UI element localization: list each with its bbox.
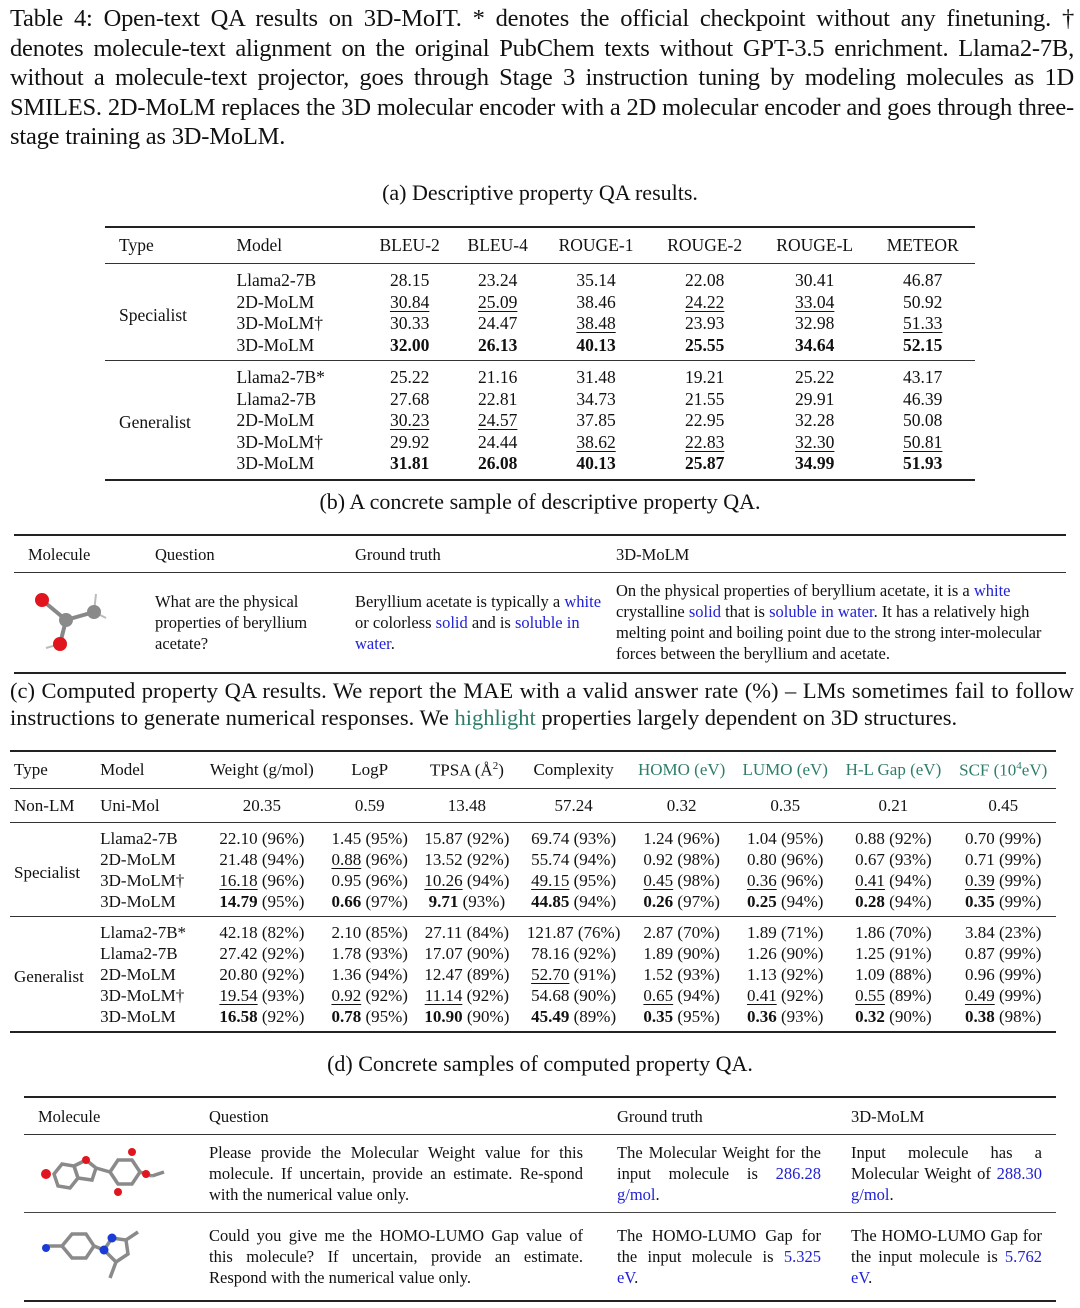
section-b-title: (b) A concrete sample of descriptive property QA. <box>319 489 761 514</box>
cell: 10.90 (90%) <box>424 1007 510 1026</box>
cell: 1.09 (88%) <box>855 965 932 984</box>
col-header: METEOR <box>886 235 959 255</box>
table-row <box>105 389 975 411</box>
cell: 9.71 (93%) <box>428 892 506 911</box>
cell: 23.93 <box>684 313 725 334</box>
model-name: 3D-MoLM† <box>100 871 185 890</box>
cell: 0.32 (90%) <box>855 1007 932 1026</box>
cell: 50.81 <box>903 431 943 452</box>
cell: 19.54 (93%) <box>219 986 305 1005</box>
cell: 78.16 (92%) <box>531 944 617 963</box>
cell: 1.36 (94%) <box>331 965 408 984</box>
molecule-cell <box>24 1135 208 1213</box>
cell: 0.78 (95%) <box>331 1007 408 1026</box>
cell: 0.65 (94%) <box>643 986 720 1005</box>
cell: 0.26 (97%) <box>643 892 720 911</box>
cell: 46.39 <box>903 388 943 409</box>
cell: 1.89 (90%) <box>643 944 720 963</box>
col-header: Complexity <box>533 760 614 779</box>
model-name: Llama2-7B* <box>100 923 187 942</box>
table-row <box>105 453 975 480</box>
cell: 22.95 <box>684 410 725 431</box>
cell: 22.08 <box>684 270 725 291</box>
cell: 44.85 (94%) <box>531 892 617 911</box>
col-header: 3D-MoLM <box>616 544 690 564</box>
model-name: Uni-Mol <box>100 796 160 815</box>
model-name: 2D-MoLM <box>100 850 176 869</box>
model-name: 2D-MoLM <box>236 291 315 312</box>
model-name: 3D-MoLM <box>100 892 176 911</box>
cell: 16.18 (96%) <box>219 871 305 890</box>
cell: 0.36 (93%) <box>746 1007 824 1026</box>
cell: 55.74 (94%) <box>531 850 617 869</box>
table-row <box>105 410 975 432</box>
cell: 1.52 (93%) <box>643 965 720 984</box>
cell: 0.92 (98%) <box>643 850 720 869</box>
model-name: 3D-MoLM <box>100 1007 176 1026</box>
col-header: BLEU-4 <box>467 235 528 255</box>
cell: 0.28 (94%) <box>855 892 932 911</box>
group-type: Specialist <box>14 862 81 882</box>
col-header: TPSA $(Å^2)$ <box>429 759 504 780</box>
cell: 14.79 (95%) <box>219 892 305 911</box>
cell: 26.13 <box>478 334 518 355</box>
cell: 21.55 <box>684 388 725 409</box>
cell: 121.87 (76%) <box>526 923 621 942</box>
cell: 11.14 (92%) <box>424 986 510 1005</box>
cell: 24.44 <box>478 431 518 452</box>
molecule-cell <box>24 1213 208 1301</box>
col-header: Molecule <box>38 1106 101 1126</box>
cell: 0.88 (92%) <box>855 829 932 848</box>
model-name: Llama2-7B <box>236 388 317 409</box>
cell: 25.22 <box>795 367 835 388</box>
cell: 0.35 <box>770 796 801 815</box>
cell: 49.15 (95%) <box>531 871 617 890</box>
cell: 38.62 <box>576 431 616 452</box>
highlight-keyword: highlight <box>454 704 536 730</box>
model-name: 3D-MoLM† <box>236 431 323 452</box>
section-c-description: (c) Computed property QA results. We report the MAE with a valid answer rate (%) – LMs sometimes fail to follow instructions to generate numerical responses. We highlight properties largely dependent on 3D structures. <box>10 678 1074 730</box>
col-header: Model <box>100 760 145 779</box>
cell: 22.81 <box>478 388 518 409</box>
cell: 0.96 (99%) <box>964 965 1042 984</box>
cell: 0.59 <box>354 796 385 815</box>
model-name: Llama2-7B <box>100 829 178 848</box>
table-row <box>105 335 975 361</box>
cell: 25.87 <box>684 453 725 474</box>
table-caption: Table 4: Open-text QA results on 3D-MoIT. * denotes the official checkpoint without any finetuning. † denotes molecule-text alignment on the original PubChem texts without GPT-3.5 enrichment. Llama2-7B, without a molecule-text projector, goes through Stage 3 instruction tuning by modeling molecules as 1D SMILES. 2D-MoLM replaces the 3D molecular encoder with a 2D molecular encoder and goes through three-stage training as 3D-MoLM. <box>10 5 1074 150</box>
cell: 1.26 (90%) <box>746 944 824 963</box>
cell: 22.83 <box>684 431 725 452</box>
cell: 52.15 <box>903 334 943 355</box>
pyrazole-nitrile-molecule-icon <box>38 1216 168 1296</box>
beryllium-acetate-molecule-icon <box>28 582 118 662</box>
col-header-3d: LUMO (eV) <box>742 760 828 779</box>
cell: 0.35 (99%) <box>964 892 1042 911</box>
cell: 0.41 (94%) <box>855 871 932 890</box>
col-header: LogP <box>351 760 389 779</box>
cell: 0.25 (94%) <box>746 892 824 911</box>
cell: 45.49 (89%) <box>531 1007 617 1026</box>
table-row <box>10 891 1056 917</box>
cell: 33.04 <box>795 291 835 312</box>
cell: 34.64 <box>795 334 835 355</box>
table-row <box>24 1135 1056 1213</box>
table-row <box>10 917 1056 944</box>
model-name: 3D-MoLM† <box>100 986 185 1005</box>
cell: 24.47 <box>478 313 518 334</box>
cell: 40.13 <box>576 453 616 474</box>
model-name: Llama2-7B* <box>236 367 325 388</box>
model-name: Llama2-7B <box>236 270 317 291</box>
molecule-cell <box>14 573 154 673</box>
cell: 0.38 (98%) <box>964 1007 1042 1026</box>
table-row <box>10 870 1056 891</box>
cell: 2.87 (70%) <box>643 923 720 942</box>
cell: 1.04 (95%) <box>746 829 824 848</box>
cell: 20.80 (92%) <box>219 965 305 984</box>
computed-property-qa-table <box>10 750 1056 1033</box>
flavonoid-molecule-icon <box>34 1144 174 1204</box>
cell: 0.66 (97%) <box>331 892 408 911</box>
cell: 42.18 (82%) <box>219 923 305 942</box>
cell: 27.42 (92%) <box>219 944 305 963</box>
cell: 25.09 <box>478 291 518 312</box>
model-name: 3D-MoLM† <box>236 313 323 334</box>
col-header: BLEU-2 <box>379 235 440 255</box>
col-header: Question <box>209 1106 269 1126</box>
cell: 0.21 <box>878 796 909 815</box>
cell: 0.45 <box>988 796 1019 815</box>
col-header: ROUGE-1 <box>558 235 634 255</box>
cell: 34.73 <box>576 388 616 409</box>
computed-sample-table <box>24 1096 1056 1302</box>
cell: 0.92 (92%) <box>331 986 408 1005</box>
cell: 51.33 <box>903 313 943 334</box>
cell: 0.35 (95%) <box>643 1007 720 1026</box>
table-row <box>10 849 1056 870</box>
cell: 54.68 (90%) <box>531 986 617 1005</box>
cell: 16.58 (92%) <box>219 1007 305 1026</box>
table-row <box>105 313 975 335</box>
cell: 32.30 <box>795 431 835 452</box>
cell: 1.78 (93%) <box>331 944 408 963</box>
cell: 0.32 <box>666 796 697 815</box>
cell: 19.21 <box>684 367 725 388</box>
cell: 57.24 <box>554 796 593 815</box>
descriptive-sample-table <box>14 534 1066 674</box>
table-row <box>10 823 1056 850</box>
cell: 26.08 <box>478 453 518 474</box>
cell: 32.98 <box>795 313 835 334</box>
cell: 32.28 <box>795 410 835 431</box>
cell: 43.17 <box>903 367 943 388</box>
table-row <box>10 985 1056 1006</box>
cell: 0.80 (96%) <box>746 850 824 869</box>
group-type: Generalist <box>119 412 191 433</box>
cell: 27.68 <box>389 388 430 409</box>
table-row <box>105 432 975 454</box>
cell: 1.45 (95%) <box>331 829 408 848</box>
ground-truth-text: The Molecular Weight for the input molecule is 286.28 g/mol. <box>617 1143 821 1204</box>
table-row <box>10 964 1056 985</box>
col-header: Weight (g/mol) <box>209 760 314 779</box>
cell: 0.88 (96%) <box>331 850 408 869</box>
cell: 32.00 <box>389 334 430 355</box>
descriptive-qa-results-table <box>105 226 975 481</box>
model-answer-text: The HOMO-LUMO Gap for the input molecule is 5.762 eV. <box>851 1225 1042 1287</box>
col-header: Ground truth <box>617 1106 703 1126</box>
cell: 30.41 <box>795 270 835 291</box>
cell: 15.87 (92%) <box>424 829 510 848</box>
col-header: ROUGE-2 <box>667 235 743 255</box>
model-name: 3D-MoLM <box>236 453 315 474</box>
cell: 28.15 <box>389 270 430 291</box>
cell: 1.13 (92%) <box>746 965 824 984</box>
cell: 24.57 <box>478 410 518 431</box>
cell: 29.91 <box>795 388 835 409</box>
cell: 52.70 (91%) <box>531 965 617 984</box>
cell: 50.92 <box>903 291 943 312</box>
cell: 40.13 <box>576 334 616 355</box>
model-name: Llama2-7B <box>100 944 178 963</box>
cell: 31.81 <box>389 453 430 474</box>
cell: 69.74 (93%) <box>531 829 617 848</box>
table-row <box>105 264 975 292</box>
table-row <box>10 1006 1056 1032</box>
col-header: ROUGE-L <box>776 235 854 255</box>
cell: 13.48 <box>447 796 487 815</box>
cell: 0.87 (99%) <box>964 944 1042 963</box>
cell: 37.85 <box>576 410 616 431</box>
cell: 30.33 <box>389 313 430 334</box>
section-d-title: (d) Concrete samples of computed property QA. <box>327 1051 753 1076</box>
ground-truth-text: Beryllium acetate is typically a white or colorless solid and is soluble in water. <box>355 591 602 653</box>
col-header: Molecule <box>28 544 91 564</box>
cell: 20.35 <box>242 796 281 815</box>
cell: 0.45 (98%) <box>643 871 720 890</box>
col-header-3d: SCF $(10^4eV)$ <box>959 759 1048 780</box>
cell: 1.86 (70%) <box>855 923 932 942</box>
cell: 23.24 <box>478 270 518 291</box>
table-row <box>105 361 975 389</box>
table-row <box>105 292 975 314</box>
cell: 50.08 <box>903 410 943 431</box>
col-header-3d: H-L Gap (eV) <box>845 760 942 779</box>
cell: 0.36 (96%) <box>746 871 824 890</box>
cell: 0.95 (96%) <box>331 871 408 890</box>
table-row <box>24 1213 1056 1301</box>
col-header: Model <box>236 235 283 255</box>
col-header: Ground truth <box>355 544 441 564</box>
cell: 35.14 <box>576 270 616 291</box>
cell: 12.47 (89%) <box>424 965 510 984</box>
cell: 13.52 (92%) <box>424 850 510 869</box>
cell: 0.55 (89%) <box>855 986 932 1005</box>
col-header: 3D-MoLM <box>851 1106 925 1126</box>
question-text: Please provide the Molecular Weight value for this molecule. If uncertain, provide an estimate. Re-spond with the numerical value only. <box>209 1143 583 1204</box>
group-type: Non-LM <box>14 796 75 815</box>
cell: 22.10 (96%) <box>219 829 305 848</box>
cell: 21.48 (94%) <box>219 850 305 869</box>
cell: 10.26 (94%) <box>424 871 510 890</box>
model-answer-text: On the physical properties of beryllium acetate, it is a white crystalline solid that is soluble in water. It has a relatively high melting point and boiling point due to the strong inter-molecular forces between the beryllium and acetate. <box>616 581 1042 664</box>
cell: 1.24 (96%) <box>643 829 720 848</box>
cell: 24.22 <box>684 291 725 312</box>
group-type: Specialist <box>119 304 188 325</box>
cell: 0.49 (99%) <box>964 986 1042 1005</box>
cell: 1.89 (71%) <box>746 923 824 942</box>
col-header: Question <box>155 544 215 564</box>
cell: 2.10 (85%) <box>331 923 408 942</box>
model-answer-text: Input molecule has a Molecular Weight of 288.30 g/mol. <box>851 1143 1042 1204</box>
model-name: 2D-MoLM <box>236 410 315 431</box>
cell: 46.87 <box>903 270 943 291</box>
cell: 25.22 <box>389 367 430 388</box>
cell: 31.48 <box>576 367 616 388</box>
cell: 0.41 (92%) <box>746 986 824 1005</box>
cell: 30.84 <box>389 291 430 312</box>
group-type: Generalist <box>14 967 84 986</box>
col-header: Type <box>119 235 154 255</box>
cell: 27.11 (84%) <box>424 923 510 942</box>
cell: 25.55 <box>684 334 725 355</box>
cell: 0.39 (99%) <box>964 871 1042 890</box>
question-text: What are the physical properties of beryllium acetate? <box>155 591 308 653</box>
question-text: Could you give me the HOMO-LUMO Gap value of this molecule? If uncertain, provide an estimate. Respond with the numerical value only. <box>209 1225 583 1287</box>
cell: 0.71 (99%) <box>964 850 1042 869</box>
cell: 51.93 <box>903 453 943 474</box>
cell: 17.07 (90%) <box>424 944 510 963</box>
model-name: 3D-MoLM <box>236 334 315 355</box>
model-name: 2D-MoLM <box>100 965 176 984</box>
cell: 1.25 (91%) <box>855 944 932 963</box>
cell: 21.16 <box>478 367 518 388</box>
cell: 0.70 (99%) <box>964 829 1042 848</box>
table-row <box>10 943 1056 964</box>
section-a-title: (a) Descriptive property QA results. <box>382 180 698 205</box>
cell: 0.67 (93%) <box>855 850 932 869</box>
cell: 3.84 (23%) <box>964 923 1042 942</box>
col-header: Type <box>14 760 48 779</box>
col-header-3d: HOMO (eV) <box>637 760 726 779</box>
cell: 34.99 <box>795 453 835 474</box>
ground-truth-text: The HOMO-LUMO Gap for the input molecule is 5.325 eV. <box>617 1225 821 1287</box>
cell: 29.92 <box>389 431 430 452</box>
table-row <box>14 573 1066 673</box>
cell: 30.23 <box>389 410 430 431</box>
cell: 38.48 <box>576 313 616 334</box>
table-row <box>10 789 1056 823</box>
cell: 38.46 <box>576 291 616 312</box>
